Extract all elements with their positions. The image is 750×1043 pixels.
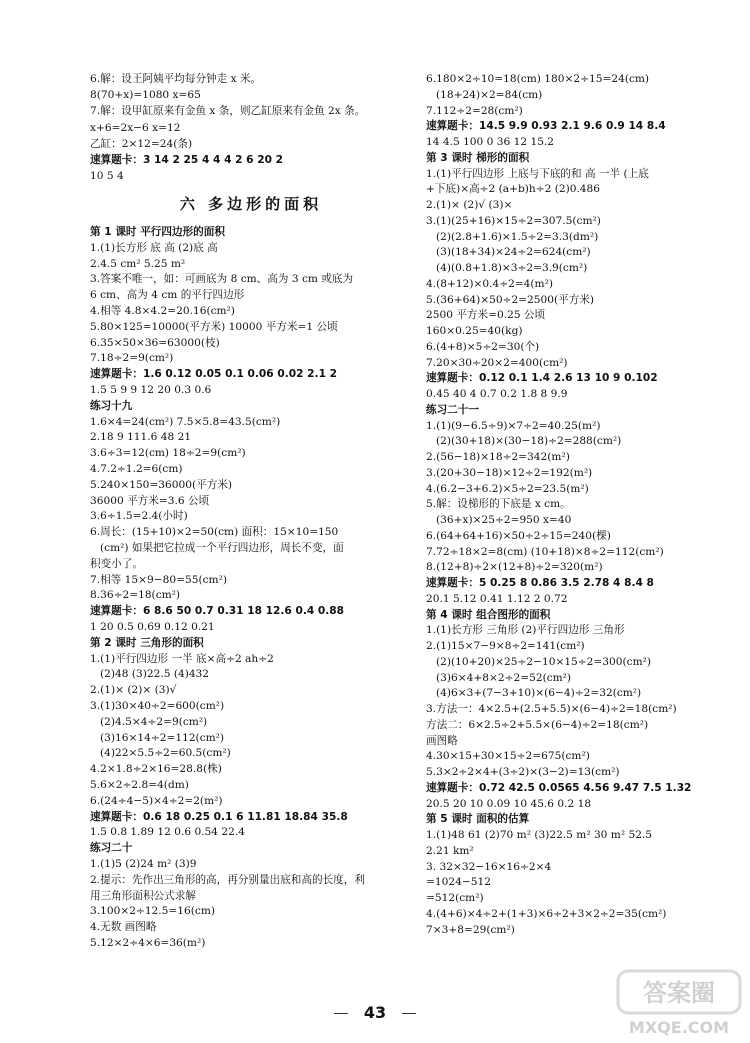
answer-line: 4.(4+6)×4÷2+(1+3)×6÷2+3×2÷2=35(cm²) [426,907,667,920]
answer-line: 6.180×2÷10=18(cm) 180×2÷15=24(cm) [426,73,650,85]
answer-line: 1.(1)平行四边形 一半 底×高÷2 ah÷2 [90,652,274,665]
answer-line: (2)(10+20)×25÷2−10×15÷2=300(cm²) [436,655,651,668]
answer-line: 4.(6.2−3+6.2)×5÷2=23.5(m²) [426,482,589,495]
answer-line: 8.36÷2=18(cm²) [90,589,181,602]
answer-line: (36+x)×25÷2=950 x=40 [436,514,572,526]
section-heading-line: 速算题卡：5 0.25 8 0.86 3.5 2.78 4 8.4 8 [426,577,654,589]
answer-line: 8(70+x)=1080 x=65 [90,89,201,102]
answer-line: 5.240×150=36000(平方米) [90,478,233,491]
answer-line: 4.无数 画图略 [90,921,157,934]
answer-line: 1 20 0.5 0.69 0.12 0.21 [90,621,215,633]
answer-line: 3.方法一：4×2.5+(2.5+5.5)×(6−4)÷2=18(cm²) [426,703,677,715]
answer-line: 5.12×2÷4×6=36(m²) [90,937,206,949]
answer-line: 6.周长：(15+10)×2=50(cm) 面积：15×10=150 [90,526,339,539]
chapter-title: 六 多边形的面积 [179,195,323,214]
answer-line: 2500 平方米=0.25 公顷 [426,309,546,322]
watermark-svg [614,967,744,1039]
answer-line: 6.35×50×36=63000(枝) [90,336,220,349]
answer-line: (3)6×4+8×2÷2=52(cm²) [436,671,572,684]
answer-line: 2.(1)× (2)√ (3)× [426,199,513,211]
answer-line: (18+24)×2=84(cm) [436,88,543,101]
answer-line: =512(cm²) [426,892,484,904]
answer-line: (4)6×3+(7−3+10)×(6−4)÷2=32(cm²) [436,687,642,700]
answer-line: 7.18÷2=9(cm²) [90,352,174,365]
answer-line: 6.(24÷4−5)×4÷2=2(m²) [90,794,223,807]
answer-line: 6 cm、高为 4 cm 的平行四边形 [90,289,245,302]
answer-line: 3.答案不唯一，如：可画底为 8 cm、高为 3 cm 或底为 [90,273,354,286]
answer-line: 2.21 km² [426,844,474,857]
answer-line: (3)16×14÷2=112(cm²) [100,731,225,744]
answer-line: 1.(1)48 61 (2)70 m² (3)22.5 m² 30 m² 52.5 [426,829,653,841]
answer-line: (cm²) 如果把它拉成一个平行四边形，周长不变，面 [100,542,344,554]
page-number-text: 43 [363,1003,387,1022]
answer-line: 方法二：6×2.5÷2+5.5×(6−4)÷2=18(cm²) [426,718,649,731]
answer-line: (3)(18+34)×24÷2=624(cm²) [436,246,591,259]
section-heading-line: 第 2 课时 三角形的面积 [90,636,204,649]
answer-line: 2.提示：先作出三角形的高，再分别量出底和高的长度，利 [90,873,365,886]
answer-line: 5.解：设梯形的下底是 x cm。 [426,498,571,511]
answer-line: =1024−512 [426,876,491,889]
answer-line: 3.6÷3=12(cm) 18÷2=9(cm²) [90,447,246,460]
answer-line: 1.6×4=24(cm²) 7.5×5.8=43.5(cm²) [90,415,281,428]
answer-line: 8.(12+8)÷2×(12+8)÷2=320(m²) [426,561,603,574]
answer-line: 3. 32×32−16×16÷2×4 [426,860,552,873]
answer-line: 2.(56−18)×18÷2=342(m²) [426,451,570,463]
answer-line: (2)4.5×4÷2=9(cm²) [100,715,208,728]
answer-line: 积变小了。 [90,557,143,570]
answer-line: 4.相等 4.8×4.2=20.16(cm²) [90,305,235,317]
answer-line: 36000 平方米=3.6 公顷 [90,494,210,507]
answer-line: 7.20×30÷20×2=400(cm²) [426,356,568,369]
answer-line: +下底)×高÷2 (a+b)h÷2 (2)0.486 [426,183,601,196]
section-heading-line: 第 1 课时 平行四边形的面积 [90,226,225,238]
answer-line: 5.6×2÷2.8=4(dm) [90,779,189,791]
answer-line: 4.2×1.8÷2×16=28.8(株) [90,763,222,776]
answer-line: 1.(1)5 (2)24 m² (3)9 [90,858,197,870]
answer-line: (4)22×5.5÷2=60.5(cm²) [100,747,231,760]
section-heading-line: 第 4 课时 组合图形的面积 [426,608,551,621]
answer-line: 20.1 5.12 0.41 1.12 2 0.72 [426,592,568,605]
answer-line: 乙缸：2×12=24(条) [90,137,193,150]
page-number-dash-right [402,1013,416,1014]
answer-line: 6.(4+8)×5÷2=30(个) [426,340,540,353]
section-heading-line: 速算题卡：0.72 42.5 0.0565 4.56 9.47 7.5 1.32 [426,781,692,794]
answer-line: 3.6÷1.5=2.4(小时) [90,510,188,523]
section-heading-line: 速算题卡：0.12 0.1 1.4 2.6 13 10 9 0.102 [426,372,658,385]
answer-line: 1.(1)长方形 底 高 (2)底 高 [90,241,218,254]
answer-line: 6.解：设王阿姨平均每分钟走 x 米。 [90,73,262,85]
answer-line: 14 4.5 100 0 36 12 15.2 [426,136,555,148]
answer-line: 1.5 0.8 1.89 12 0.6 0.54 22.4 [90,826,245,839]
section-heading-line: 速算题卡：14.5 9.9 0.93 2.1 9.6 0.9 14 8.4 [426,120,666,133]
answer-line: 1.(1)长方形 三角形 (2)平行四边形 三角形 [426,624,625,637]
watermark-title: 答案圈 [643,979,715,1007]
answer-line: 5.80×125=10000(平方米) 10000 平方米=1 公顷 [90,320,338,333]
section-heading-line: 练习二十 [90,842,133,855]
answer-line: 2.18 9 111.6 48 21 [90,431,192,444]
answer-line: 5.3×2÷2×4+(3÷2)×(3−2)=13(cm²) [426,766,620,778]
answer-line: 3.(1)30×40÷2=600(cm²) [90,700,225,712]
answer-line: 4.30×15+30×15÷2=675(cm²) [426,750,590,763]
answer-line: 0.45 40 4 0.7 0.2 1.8 8 9.9 [426,388,568,400]
answer-line: 10 5 4 [90,170,124,183]
answer-line: (2)(2.8+1.6)×1.5÷2=3.3(dm²) [436,230,599,243]
answer-line: (2)(30+18)×(30−18)÷2=288(cm²) [436,435,622,448]
page-number-dash-left [334,1013,348,1014]
section-heading-line: 速算题卡：6 8.6 50 0.7 0.31 18 12.6 0.4 0.88 [90,605,345,618]
watermark-logo [614,967,744,1039]
answer-line: 5.(36+64)×50÷2=2500(平方米) [426,293,595,306]
answer-line: 4.(8+12)×0.4÷2=4(m²) [426,277,553,290]
answer-line: 2.(1)× (2)× (3)√ [90,684,177,697]
answer-line: 画图略 [426,734,458,747]
answer-line: 7×3+8=29(cm²) [426,923,515,936]
section-heading-line: 练习十九 [90,399,133,412]
section-heading-line: 第 5 课时 面积的估算 [426,813,530,826]
section-heading-line: 速算题卡：1.6 0.12 0.05 0.1 0.06 0.02 2.1 2 [90,368,338,381]
answer-line: 1.(1)平行四边形 上底与下底的和 高 一半 (上底 [426,167,649,180]
answer-line: (4)(0.8+1.8)×3÷2=3.9(cm²) [436,262,588,274]
answer-line: 3.(20+30−18)×12÷2=192(m²) [426,466,593,479]
section-heading-line: 第 3 课时 梯形的面积 [426,151,530,164]
answer-line: 1.5 5 9 9 12 20 0.3 0.6 [90,384,212,396]
answer-line: 1.(1)(9−6.5÷9)×7÷2=40.25(m²) [426,419,601,432]
answer-line: 7.72÷18×2=8(cm) (10+18)×8÷2=112(cm²) [426,545,664,558]
section-heading-line: 速算题卡：0.6 18 0.25 0.1 6 11.81 18.84 35.8 [90,810,348,823]
answer-line: x+6=2x−6 x=12 [90,121,181,134]
answer-line: 20.5 20 10 0.09 10 45.6 0.2 18 [426,797,592,810]
answer-line: 3.(1)(25+16)×15÷2=307.5(cm²) [426,214,601,227]
answer-line: 2.4.5 cm² 5.25 m² [90,257,186,270]
answer-line: 2.(1)15×7−9×8÷2=141(cm²) [426,640,585,652]
answer-line: 4.7.2÷1.2=6(cm) [90,463,183,475]
answer-line: 3.100×2÷12.5=16(cm) [90,905,216,918]
answer-line: 7.解：设甲缸原来有金鱼 x 条，则乙缸原来有金鱼 2x 条。 [90,105,366,118]
answer-line: 6.(64+64+16)×50÷2÷15=240(棵) [426,529,611,542]
section-heading-line: 练习二十一 [426,403,479,416]
answer-line: 7.相等 15×9−80=55(cm²) [90,573,227,586]
answer-line: 7.112÷2=28(cm²) [426,104,523,117]
answer-line: (2)48 (3)22.5 (4)432 [100,668,210,681]
section-heading-line: 速算题卡：3 14 2 25 4 4 4 2 6 20 2 [90,154,284,166]
answer-line: 160×0.25=40(kg) [426,325,523,337]
answer-line: 用三角形面积公式求解 [90,889,196,902]
watermark-url: MXQE.COM [628,1018,730,1037]
